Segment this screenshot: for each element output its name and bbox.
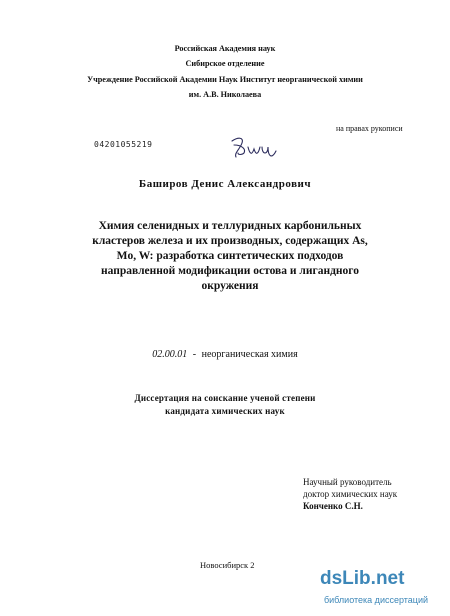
header-academy: Российская Академия наук: [174, 44, 276, 53]
watermark: [320, 568, 448, 614]
handwritten-signature: [228, 133, 278, 161]
header-branch: Сибирское отделение: [185, 59, 265, 68]
degree-line-1: Диссертация на соискание ученой степени: [134, 393, 316, 403]
catalog-code: 04201055219: [94, 140, 153, 149]
specialty-code: 02.00.01: [152, 349, 188, 360]
watermark-logo: dsLib.net: [320, 568, 405, 589]
city-year: Новосибирск 2: [200, 560, 255, 570]
scientific-advisor: [303, 476, 397, 512]
header-institution: Учреждение Российской Академии Наук Институт неорганической химии: [87, 75, 363, 84]
header-named-after: им. А.В. Николаева: [188, 90, 262, 99]
advisor-degree: доктор химических наук: [303, 489, 398, 499]
advisor-name: Конченко С.Н.: [303, 501, 363, 511]
manuscript-rights-note: на правах рукописи: [336, 124, 403, 133]
author-name: Баширов Денис Александрович: [138, 178, 312, 190]
degree-line-2: кандидата химических наук: [165, 406, 285, 416]
specialty-dash: -: [192, 349, 197, 360]
advisor-role: Научный руководитель: [303, 477, 392, 487]
specialty-name: неорганическая химия: [201, 349, 298, 360]
watermark-subtitle: библиотека диссертаций: [324, 595, 429, 605]
title-line: окружения: [201, 280, 259, 292]
dissertation-title: [80, 219, 380, 294]
title-line: направленной модификации остова и лигандного: [101, 265, 359, 277]
title-line: кластеров железа и их производных, содержащих As,: [92, 235, 368, 247]
title-line: Химия селенидных и теллуридных карбонильных: [98, 220, 362, 232]
title-line: Mo, W: разработка синтетических подходов: [116, 250, 344, 262]
specialty: [0, 349, 450, 360]
